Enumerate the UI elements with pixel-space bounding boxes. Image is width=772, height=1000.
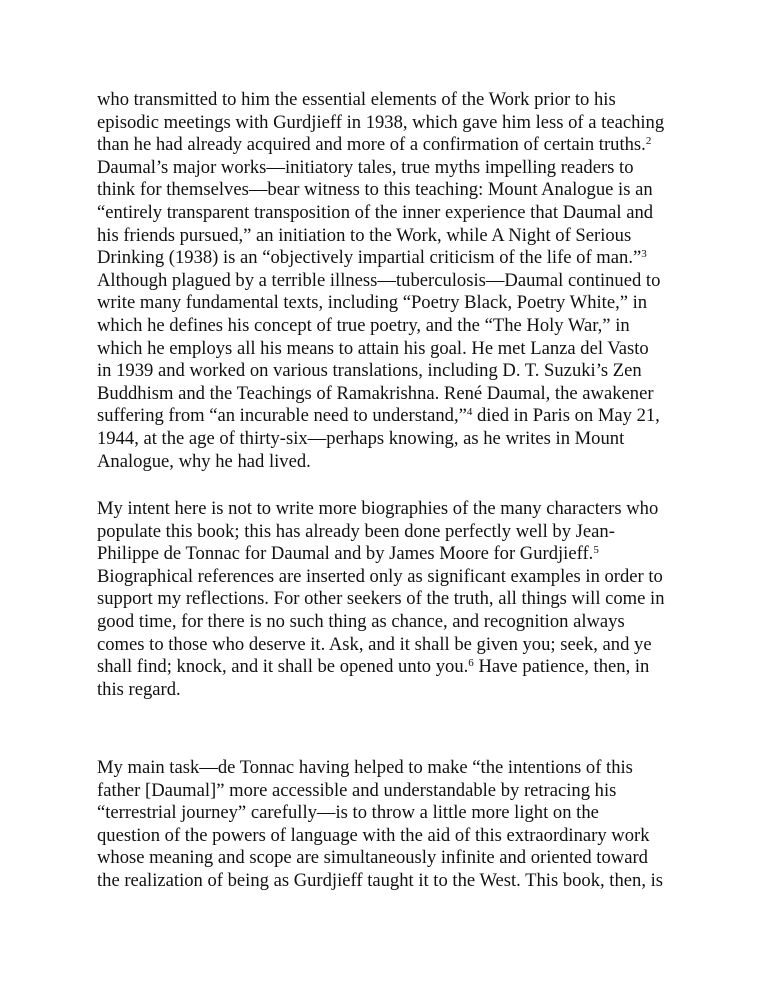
text-line: populate this book; this has already been done perfectly well by Jean-: [97, 520, 615, 542]
text-line: Biographical references are inserted only as significant examples in order to: [97, 565, 663, 587]
text-line: [97, 134, 697, 157]
paragraph-main-task: [97, 757, 697, 893]
text-line: Analogue, why he had lived.: [97, 450, 311, 472]
text-segment: Philippe de Tonnac for Daumal and by James Moore for Gurdjieff.: [97, 543, 594, 565]
footnote-marker: 6: [468, 657, 474, 670]
text-line: 1944, at the age of thirty-six—perhaps knowing, as he writes in Mount: [97, 427, 625, 449]
text-segment: died in Paris on May 21,: [472, 405, 660, 427]
text-segment: Have patience, then, in: [473, 656, 650, 678]
text-line: good time, for there is no such thing as chance, and recognition always: [97, 610, 625, 632]
paragraph-author-intent: [97, 498, 697, 701]
text-line: Buddhism and the Teachings of Ramakrishna. René Daumal, the awakener: [97, 382, 654, 404]
text-line: which he employs all his means to attain his goal. He met Lanza del Vasto: [97, 337, 649, 359]
text-segment: shall find; knock, and it shall be opened unto you.: [97, 656, 469, 678]
text-line: this regard.: [97, 678, 181, 700]
text-line: episodic meetings with Gurdjieff in 1938, which gave him less of a teaching: [97, 111, 665, 133]
text-line: “entirely transparent transposition of the inner experience that Daumal and: [97, 201, 654, 223]
text-line: “terrestrial journey” carefully—is to throw a little more light on the: [97, 802, 599, 824]
text-line: [97, 656, 697, 679]
footnote-marker: 3: [641, 248, 647, 261]
text-line: the realization of being as Gurdjieff taught it to the West. This book, then, is: [97, 869, 664, 891]
text-line: think for themselves—bear witness to this teaching: Mount Analogue is an: [97, 179, 653, 201]
text-line: father [Daumal]” more accessible and understandable by retracing his: [97, 779, 617, 801]
text-line: write many fundamental texts, including “Poetry Black, Poetry White,” in: [97, 292, 648, 314]
text-line: support my reflections. For other seekers of the truth, all things will come in: [97, 588, 665, 610]
footnote-marker: 4: [466, 406, 473, 419]
text-line: My main task—de Tonnac having helped to make “the intentions of this: [97, 757, 633, 778]
text-line: question of the powers of language with the aid of this extraordinary work: [97, 824, 650, 846]
text-segment: than he had already acquired and more of a confirmation of certain truths.: [97, 134, 646, 156]
text-line: [97, 543, 697, 566]
text-line: which he defines his concept of true poetry, and the “The Holy War,” in: [97, 314, 630, 336]
text-line: comes to those who deserve it. Ask, and it shall be given you; seek, and ye: [97, 633, 652, 655]
text-segment: Drinking (1938) is an “objectively impartial criticism of the life of man.”: [97, 247, 642, 269]
text-line: his friends pursued,” an initiation to the Work, while A Night of Serious: [97, 224, 632, 246]
text-line: [97, 247, 697, 270]
text-line: Daumal’s major works—initiatory tales, true myths impelling readers to: [97, 156, 634, 178]
paragraph-daumal-biography: [97, 89, 697, 473]
text-line: My intent here is not to write more biographies of the many characters who: [97, 498, 659, 519]
text-line: who transmitted to him the essential elements of the Work prior to his: [97, 89, 616, 110]
text-segment: suffering from “an incurable need to understand,”: [97, 405, 467, 427]
text-line: in 1939 and worked on various translations, including D. T. Suzuki’s Zen: [97, 360, 642, 382]
footnote-marker: 2: [645, 135, 652, 148]
footnote-marker: 5: [593, 544, 599, 557]
text-line: whose meaning and scope are simultaneously infinite and oriented toward: [97, 847, 648, 869]
text-line: Although plagued by a terrible illness—tuberculosis—Daumal continued to: [97, 269, 661, 291]
text-line: [97, 405, 697, 428]
